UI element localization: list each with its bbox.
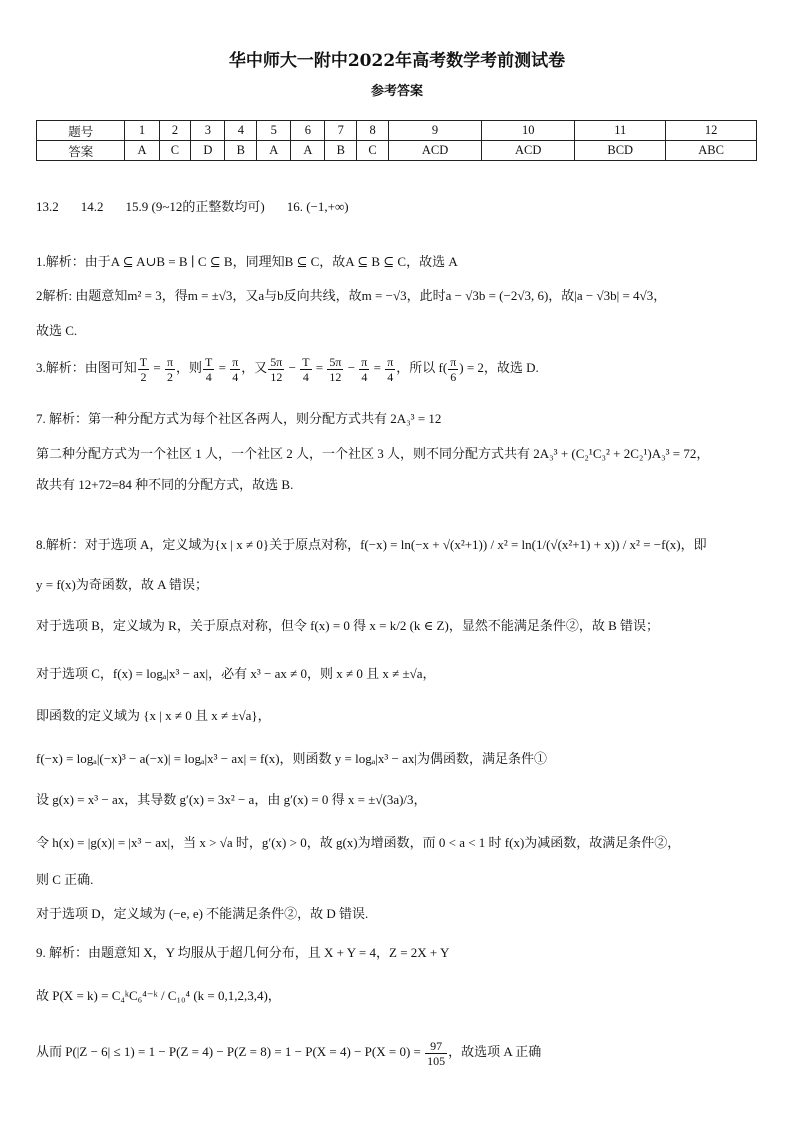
frac-den: 105: [427, 1053, 446, 1068]
fraction: [138, 355, 149, 384]
frac-num: π: [166, 354, 174, 369]
fraction: [327, 355, 343, 384]
fill-in-13: 13.2: [36, 199, 59, 214]
frac-den: 4: [387, 369, 394, 384]
q3-text: =: [150, 360, 164, 375]
table-cell: C: [357, 141, 389, 161]
fraction: [165, 355, 175, 384]
table-row-numbers: [37, 121, 757, 141]
table-cell: ABC: [666, 141, 757, 161]
solution-q2-line2: 故选 C.: [36, 323, 78, 338]
table-cell: 2: [159, 121, 191, 141]
fraction: [359, 355, 369, 384]
fraction: [448, 355, 458, 384]
q3-text: ，又: [241, 360, 268, 375]
solution-q7-line2: 第二种分配方式为一个社区 1 人，一个社区 2 人，一个社区 3 人，则不同分配方式共有 2A₃³ + (C₂¹C₃² + 2C₂¹)A₃³ = 72，: [36, 446, 710, 461]
page-title: 华中师大一附中2022年高考数学考前测试卷: [228, 51, 566, 71]
q9-suffix: ，故选项 A 正确: [448, 1044, 542, 1059]
frac-num: T: [205, 354, 213, 369]
solution-q8-line10: 对于选项 D，定义域为 (−e, e) 不能满足条件②，故 D 错误.: [36, 906, 369, 921]
solution-q9-line3: [36, 1036, 766, 1068]
q3-prefix: 3.解析：由图可知: [36, 360, 137, 375]
q3-text: −: [344, 360, 359, 375]
table-cell: 7: [325, 121, 357, 141]
frac-num: 97: [425, 1039, 447, 1054]
frac-den: 12: [329, 369, 342, 384]
frac-num: π: [450, 354, 457, 369]
frac-num: π: [361, 354, 368, 369]
table-cell: D: [191, 141, 225, 161]
table-cell: ACD: [388, 141, 481, 161]
q3-text: ) = 2: [459, 360, 484, 375]
solution-q8-line7: 设 g(x) = x³ − ax，其导数 g′(x) = 3x² − a，由 g′(x) = 0 得 x = ±√(3a)/3，: [36, 792, 427, 807]
fraction: [268, 355, 284, 384]
table-row-answers: [37, 141, 757, 161]
q9-prefix: 从而 P(|Z − 6| ≤ 1) = 1 − P(Z = 4) − P(Z = 8) = 1 − P(X = 4) − P(X = 0) =: [36, 1044, 421, 1059]
table-cell: C: [159, 141, 191, 161]
row-label-answer: 答案: [37, 141, 125, 161]
q3-text: ，则: [176, 360, 203, 375]
table-cell: 5: [257, 121, 291, 141]
fraction: [425, 1039, 447, 1068]
page-subtitle: 参考答案: [370, 84, 423, 99]
fraction: [230, 355, 240, 384]
table-cell: 1: [125, 121, 159, 141]
frac-num: T: [302, 354, 310, 369]
table-cell: B: [325, 141, 357, 161]
frac-den: 4: [302, 369, 309, 384]
q3-suffix: ，故选 D.: [483, 360, 539, 375]
table-cell: ACD: [482, 141, 575, 161]
fraction: [203, 355, 214, 384]
frac-den: 2: [140, 369, 147, 384]
solution-q8-line4: 对于选项 C，f(x) = logₐ|x³ − ax|，必有 x³ − ax ≠ 0，则 x ≠ 0 且 x ≠ ±√a，: [36, 666, 436, 681]
frac-num: 5π: [270, 354, 283, 369]
solution-q8-line5: 即函数的定义域为 {x | x ≠ 0 且 x ≠ ±√a}，: [36, 708, 271, 723]
solution-q7-line3: 故共有 12+72=84 种不同的分配方式，故选 B.: [36, 477, 294, 492]
solution-q8-line3: 对于选项 B，定义域为 R，关于原点对称，但令 f(x) = 0 得 x = k/2 (k ∈ Z)，显然不能满足条件②，故 B 错误；: [36, 618, 659, 633]
q3-text: =: [312, 360, 327, 375]
table-cell: 11: [575, 121, 666, 141]
frac-num: π: [232, 354, 239, 369]
row-label-number: 题号: [37, 121, 125, 141]
solution-q8-line9: 则 C 正确.: [36, 872, 94, 887]
frac-den: 4: [361, 369, 368, 384]
frac-num: 5π: [329, 354, 342, 369]
solution-q8-line2: y = f(x)为奇函数，故 A 错误；: [36, 577, 208, 592]
fraction: [300, 355, 311, 384]
frac-den: 4: [205, 369, 212, 384]
table-cell: A: [257, 141, 291, 161]
solution-q8-line8: 令 h(x) = |g(x)| = |x³ − ax|，当 x > √a 时，g′(x) > 0，故 g(x)为增函数，而 0 < a < 1 时 f(x)为减函数，故满足条件②，: [36, 835, 681, 850]
solution-q9-line2: 故 P(X = k) = C₄ᵏC₆⁴⁻ᵏ / C₁₀⁴ (k = 0,1,2,3,4)，: [36, 988, 281, 1003]
table-cell: A: [125, 141, 159, 161]
solution-q1: 1.解析：由于A ⊆ A∪B = B ∣ C ⊆ B，同理知B ⊆ C，故A ⊆ B ⊆ C，故选 A: [36, 254, 458, 269]
frac-den: 6: [450, 369, 457, 384]
q3-text: =: [370, 360, 385, 375]
frac-den: 2: [166, 369, 173, 384]
table-cell: 6: [291, 121, 325, 141]
answer-table: [36, 120, 757, 161]
q3-text: ，所以 f(: [396, 360, 448, 375]
solution-q7-line1: 7. 解析：第一种分配方式为每个社区各两人，则分配方式共有 2A₃³ = 12: [36, 411, 442, 426]
fraction: [385, 355, 395, 384]
q3-text: −: [285, 360, 300, 375]
frac-den: 4: [232, 369, 239, 384]
solution-q2-line1: 2解析: 由题意知m² = 3，得m = ±√3，又a与b反向共线，故m = −√3，此时a − √3b = (−2√3, 6)，故|a − √3b| = 4√3，: [36, 288, 667, 303]
solution-q3: [36, 352, 766, 384]
fill-in-14: 14.2: [80, 199, 104, 214]
fill-in-15: 15.9 (9~12的正整数均可): [125, 199, 265, 214]
table-cell: B: [225, 141, 257, 161]
table-cell: 12: [666, 121, 757, 141]
q3-text: =: [215, 360, 230, 375]
table-cell: 9: [388, 121, 481, 141]
table-cell: 8: [357, 121, 389, 141]
table-cell: 3: [191, 121, 225, 141]
table-cell: 4: [225, 121, 257, 141]
solution-q9-line1: 9. 解析：由题意知 X，Y 均服从于超几何分布，且 X + Y = 4，Z = 2X + Y: [36, 945, 450, 960]
frac-num: T: [139, 354, 148, 369]
table-cell: 10: [482, 121, 575, 141]
table-cell: BCD: [575, 141, 666, 161]
frac-num: π: [387, 354, 394, 369]
frac-den: 12: [270, 369, 283, 384]
fill-in-answers: [36, 196, 371, 215]
fill-in-16: 16. (−1,+∞): [286, 199, 349, 214]
solution-q8-line6: f(−x) = logₐ|(−x)³ − a(−x)| = logₐ|x³ − ax| = f(x)，则函数 y = logₐ|x³ − ax|为偶函数，满足条件①: [36, 751, 547, 766]
solution-q8-line1: 8.解析：对于选项 A，定义域为{x | x ≠ 0}关于原点对称，f(−x) = ln(−x + √(x²+1)) / x² = ln(1/(√(x²+1) + x)) / x² = −f(x)，即: [36, 537, 707, 552]
table-cell: A: [291, 141, 325, 161]
